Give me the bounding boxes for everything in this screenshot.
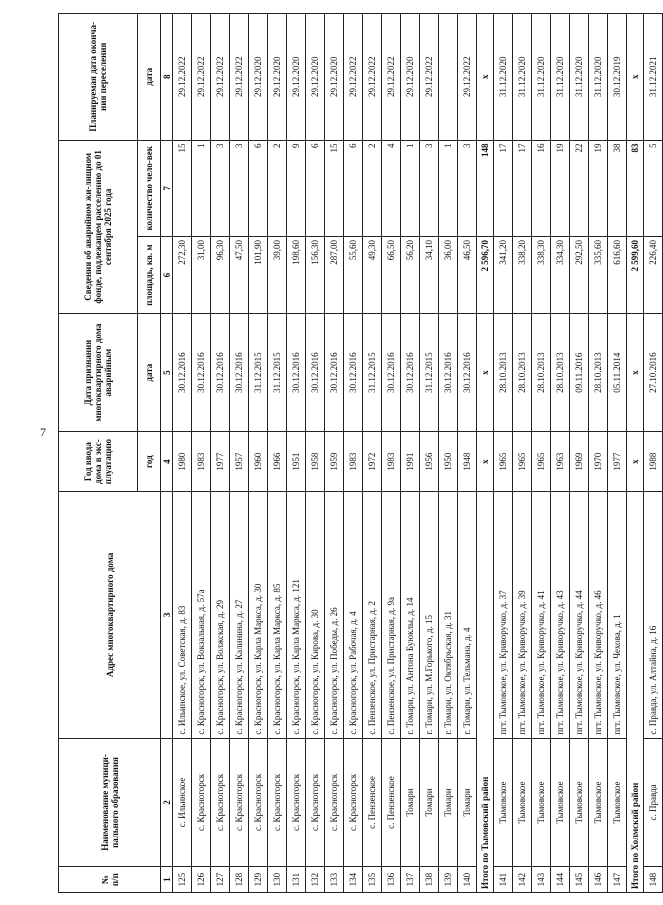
row-area: 616,60 <box>608 237 627 314</box>
table-row <box>192 14 211 893</box>
row-address: с. Пензенское, ул. Пристарная, д. 9а <box>382 492 401 739</box>
subheader-date: дата <box>138 314 161 432</box>
row-emergency-date: 30.12.2016 <box>192 314 211 432</box>
total-label: Итого по Холмский район <box>627 492 644 893</box>
row-area: 338,20 <box>513 237 532 314</box>
row-emergency-date: 30.12.2016 <box>325 314 344 432</box>
row-number: 126 <box>192 867 211 893</box>
row-address: пгт. Тымовское, ул. Криворучко, д. 39 <box>513 492 532 739</box>
row-address: с. Красногорск, ул. Карла Маркса, д. 30 <box>249 492 268 739</box>
header-housing-info: Сведения об аварийном жи-лищном фонде, подлежащем расселению до 01 сентября 2025 года <box>59 140 138 314</box>
row-number: 133 <box>325 867 344 893</box>
row-year: 1960 <box>249 432 268 492</box>
row-year: 1963 <box>551 432 570 492</box>
table-row <box>363 14 382 893</box>
row-area: 49,30 <box>363 237 382 314</box>
table-row <box>344 14 363 893</box>
row-emergency-date: 30.12.2016 <box>287 314 306 432</box>
total-label: Итого по Тымовский район <box>477 492 494 893</box>
row-people: 17 <box>513 140 532 236</box>
emergency-housing-table <box>58 13 663 893</box>
table-row <box>458 14 477 893</box>
row-emergency-date: 30.12.2016 <box>439 314 458 432</box>
row-address: с. Красногорск, ул. Кирова, д. 30 <box>306 492 325 739</box>
row-year: 1983 <box>382 432 401 492</box>
row-area: 56,20 <box>401 237 420 314</box>
row-area: 31,00 <box>192 237 211 314</box>
col-number: 1 <box>161 867 173 893</box>
row-address: с. Красногорск, ул. Победы, д. 26 <box>325 492 344 739</box>
row-people: 17 <box>494 140 513 236</box>
row-emergency-date: 28.10.2013 <box>589 314 608 432</box>
row-year: 1958 <box>306 432 325 492</box>
row-end-date: 29.12.2020 <box>249 14 268 141</box>
row-address: г. Томари, ул. Тельмана, д. 4 <box>458 492 477 739</box>
row-emergency-date: 31.12.2015 <box>363 314 382 432</box>
row-end-date: 29.12.2022 <box>192 14 211 141</box>
table-row <box>570 14 589 893</box>
table-row <box>589 14 608 893</box>
total-year: х <box>477 432 494 492</box>
row-number: 146 <box>589 867 608 893</box>
row-year: 1988 <box>644 432 663 492</box>
row-emergency-date: 30.12.2016 <box>306 314 325 432</box>
row-emergency-date: 31.12.2015 <box>249 314 268 432</box>
total-end-date: х <box>477 14 494 141</box>
row-address: пгт. Тымовское, ул. Криворучко, д. 46 <box>589 492 608 739</box>
row-end-date: 29.12.2022 <box>382 14 401 141</box>
table-row <box>249 14 268 893</box>
row-number: 141 <box>494 867 513 893</box>
row-number: 143 <box>532 867 551 893</box>
row-people: 3 <box>420 140 439 236</box>
row-number: 142 <box>513 867 532 893</box>
row-municipality: Тымовское <box>570 738 589 867</box>
row-area: 334,30 <box>551 237 570 314</box>
row-year: 1991 <box>401 432 420 492</box>
row-area: 39,00 <box>268 237 287 314</box>
total-people: 83 <box>627 140 644 236</box>
row-number: 145 <box>570 867 589 893</box>
row-year: 1977 <box>608 432 627 492</box>
table-row <box>173 14 192 893</box>
row-end-date: 29.12.2022 <box>420 14 439 141</box>
row-number: 135 <box>363 867 382 893</box>
row-municipality: Томари <box>439 738 458 867</box>
col-number: 3 <box>161 492 173 739</box>
row-address: пгт. Тымовское, ул. Криворучко, д. 41 <box>532 492 551 739</box>
row-municipality: с. Красногорск <box>268 738 287 867</box>
row-number: 134 <box>344 867 363 893</box>
rotated-page <box>58 13 658 893</box>
subheader-people: количество чело-век <box>138 140 161 236</box>
table-row <box>420 14 439 893</box>
row-number: 127 <box>211 867 230 893</box>
row-number: 132 <box>306 867 325 893</box>
table-row <box>325 14 344 893</box>
row-municipality: Тымовское <box>494 738 513 867</box>
row-address: с. Красногорск, ул. Карла Маркса, д. 121 <box>287 492 306 739</box>
row-area: 226,40 <box>644 237 663 314</box>
row-end-date: 31.12.2020 <box>570 14 589 141</box>
row-people: 2 <box>363 140 382 236</box>
row-address: пгт. Тымовское, ул. Криворучко, д. 43 <box>551 492 570 739</box>
row-people: 15 <box>173 140 192 236</box>
row-emergency-date: 30.12.2016 <box>173 314 192 432</box>
row-municipality: с. Ильинское <box>173 738 192 867</box>
row-emergency-date: 05.11.2014 <box>608 314 627 432</box>
table-row <box>306 14 325 893</box>
row-address: г. Томари, ул. Октябрьская, д. 31 <box>439 492 458 739</box>
row-year: 1972 <box>363 432 382 492</box>
row-people: 5 <box>644 140 663 236</box>
row-year: 1959 <box>325 432 344 492</box>
row-year: 1983 <box>344 432 363 492</box>
row-area: 101,90 <box>249 237 268 314</box>
total-row <box>477 14 494 893</box>
header-address: Адрес многоквартирного дома <box>59 492 161 739</box>
row-number: 139 <box>439 867 458 893</box>
row-municipality: с. Красногорск <box>249 738 268 867</box>
row-emergency-date: 28.10.2013 <box>551 314 570 432</box>
row-year: 1950 <box>439 432 458 492</box>
table-row <box>268 14 287 893</box>
table-row <box>494 14 513 893</box>
row-number: 131 <box>287 867 306 893</box>
row-emergency-date: 31.12.2015 <box>268 314 287 432</box>
row-year: 1948 <box>458 432 477 492</box>
total-date: х <box>627 314 644 432</box>
row-year: 1966 <box>268 432 287 492</box>
row-emergency-date: 30.12.2016 <box>401 314 420 432</box>
row-year: 1956 <box>420 432 439 492</box>
row-address: пгт. Тымовское, ул. Криворучко, д. 37 <box>494 492 513 739</box>
row-end-date: 29.12.2020 <box>306 14 325 141</box>
row-end-date: 31.12.2020 <box>494 14 513 141</box>
row-end-date: 31.12.2020 <box>589 14 608 141</box>
row-municipality: Тымовское <box>608 738 627 867</box>
row-people: 2 <box>268 140 287 236</box>
row-emergency-date: 30.12.2016 <box>344 314 363 432</box>
row-area: 272,30 <box>173 237 192 314</box>
row-number: 148 <box>644 867 663 893</box>
row-people: 15 <box>325 140 344 236</box>
row-area: 198,60 <box>287 237 306 314</box>
table-body <box>173 14 663 893</box>
row-area: 338,30 <box>532 237 551 314</box>
table-row <box>608 14 627 893</box>
row-people: 22 <box>570 140 589 236</box>
row-people: 1 <box>192 140 211 236</box>
row-municipality: с. Пензенское <box>363 738 382 867</box>
total-year: х <box>627 432 644 492</box>
row-municipality: Тымовское <box>589 738 608 867</box>
row-address: с. Пензенское, ул. Пристарная, д. 2 <box>363 492 382 739</box>
header-year: Год ввода дома в экс-плуатацию <box>59 432 138 492</box>
row-people: 6 <box>306 140 325 236</box>
row-number: 137 <box>401 867 420 893</box>
row-end-date: 31.12.2020 <box>513 14 532 141</box>
row-people: 6 <box>249 140 268 236</box>
row-area: 66,50 <box>382 237 401 314</box>
col-number: 5 <box>161 314 173 432</box>
table-row <box>532 14 551 893</box>
row-number: 144 <box>551 867 570 893</box>
row-municipality: Томари <box>401 738 420 867</box>
row-end-date: 29.12.2020 <box>287 14 306 141</box>
row-municipality: с. Красногорск <box>211 738 230 867</box>
row-people: 3 <box>458 140 477 236</box>
row-municipality: Тымовское <box>513 738 532 867</box>
row-area: 34,10 <box>420 237 439 314</box>
row-address: с. Красногорск, ул. Карла Маркса, д. 85 <box>268 492 287 739</box>
row-number: 140 <box>458 867 477 893</box>
row-municipality: Тымовское <box>532 738 551 867</box>
header-municipality: Наименование муници-пального образования <box>59 738 161 867</box>
row-people: 4 <box>382 140 401 236</box>
row-number: 130 <box>268 867 287 893</box>
table-row <box>401 14 420 893</box>
row-people: 1 <box>439 140 458 236</box>
row-emergency-date: 30.12.2016 <box>211 314 230 432</box>
table-row <box>513 14 532 893</box>
row-municipality: с. Красногорск <box>230 738 249 867</box>
row-end-date: 29.12.2022 <box>173 14 192 141</box>
row-municipality: с. Красногорск <box>192 738 211 867</box>
row-area: 55,60 <box>344 237 363 314</box>
row-municipality: с. Красногорск <box>287 738 306 867</box>
row-end-date <box>439 14 458 141</box>
row-end-date: 31.12.2021 <box>644 14 663 141</box>
row-emergency-date: 30.12.2016 <box>382 314 401 432</box>
row-end-date: 29.12.2020 <box>325 14 344 141</box>
subheader-year: год <box>138 432 161 492</box>
row-address: с. Ильинское, ул. Советская, д. 83 <box>173 492 192 739</box>
row-area: 287,00 <box>325 237 344 314</box>
col-number: 2 <box>161 738 173 867</box>
row-municipality: с. Красногорск <box>325 738 344 867</box>
row-end-date: 29.12.2020 <box>268 14 287 141</box>
row-people: 16 <box>532 140 551 236</box>
row-number: 125 <box>173 867 192 893</box>
row-people: 3 <box>211 140 230 236</box>
row-address: с. Красногорск, ул. Рабочая, д. 4 <box>344 492 363 739</box>
table-row <box>211 14 230 893</box>
row-year: 1965 <box>532 432 551 492</box>
row-emergency-date: 28.10.2013 <box>532 314 551 432</box>
page-number: 7 <box>40 425 46 439</box>
row-emergency-date: 09.11.2016 <box>570 314 589 432</box>
col-number: 4 <box>161 432 173 492</box>
row-area: 292,50 <box>570 237 589 314</box>
row-people: 9 <box>287 140 306 236</box>
row-municipality: с. Правда <box>644 738 663 867</box>
row-year: 1977 <box>211 432 230 492</box>
row-address: с. Красногорск, ул. Калинина, д. 27 <box>230 492 249 739</box>
row-people: 19 <box>551 140 570 236</box>
row-end-date: 29.12.2022 <box>363 14 382 141</box>
table-row <box>287 14 306 893</box>
row-area: 36,00 <box>439 237 458 314</box>
row-municipality: с. Красногорск <box>344 738 363 867</box>
row-area: 341,20 <box>494 237 513 314</box>
row-area: 335,60 <box>589 237 608 314</box>
row-end-date: 29.12.2022 <box>211 14 230 141</box>
total-people: 148 <box>477 140 494 236</box>
row-emergency-date: 31.12.2015 <box>420 314 439 432</box>
header-emergency-date: Дата признания многоквартирного дома аварийным <box>59 314 138 432</box>
total-row <box>627 14 644 893</box>
row-emergency-date: 28.10.2013 <box>513 314 532 432</box>
row-municipality: с. Красногорск <box>306 738 325 867</box>
row-area: 46,50 <box>458 237 477 314</box>
row-end-date: 29.12.2022 <box>230 14 249 141</box>
row-emergency-date: 30.12.2016 <box>230 314 249 432</box>
row-year: 1957 <box>230 432 249 492</box>
row-address: с. Правда, ул. Алтайна, д. 16 <box>644 492 663 739</box>
row-emergency-date: 27.10.2016 <box>644 314 663 432</box>
row-municipality: с. Пензенское <box>382 738 401 867</box>
row-end-date: 29.12.2022 <box>344 14 363 141</box>
row-end-date: 29.12.2022 <box>458 14 477 141</box>
row-address: г. Томари, ул. Антона Буюклы, д. 14 <box>401 492 420 739</box>
row-people: 19 <box>589 140 608 236</box>
row-end-date: 31.12.2020 <box>532 14 551 141</box>
total-area: 2 599,60 <box>627 237 644 314</box>
table-row <box>230 14 249 893</box>
row-end-date: 29.12.2020 <box>401 14 420 141</box>
row-people: 6 <box>344 140 363 236</box>
row-end-date: 31.12.2020 <box>551 14 570 141</box>
table-row <box>644 14 663 893</box>
row-municipality: Тымовское <box>551 738 570 867</box>
total-end-date: х <box>627 14 644 141</box>
row-year: 1965 <box>513 432 532 492</box>
row-emergency-date: 28.10.2013 <box>494 314 513 432</box>
row-end-date: 30.12.2019 <box>608 14 627 141</box>
row-year: 1983 <box>192 432 211 492</box>
row-address: пгт. Тымовское, ул. Чехова, д. 1 <box>608 492 627 739</box>
row-address: г. Томари, ул. М.Горького, д. 15 <box>420 492 439 739</box>
table-row <box>382 14 401 893</box>
row-year: 1970 <box>589 432 608 492</box>
subheader-end-date: дата <box>138 14 161 141</box>
column-numbers-row <box>161 14 173 893</box>
col-number: 7 <box>161 140 173 236</box>
row-address: с. Красногорск, ул. Вокзальная, д. 57а <box>192 492 211 739</box>
row-area: 47,50 <box>230 237 249 314</box>
row-year: 1980 <box>173 432 192 492</box>
subheader-area: площадь, кв. м <box>138 237 161 314</box>
row-number: 136 <box>382 867 401 893</box>
total-date: х <box>477 314 494 432</box>
row-year: 1965 <box>494 432 513 492</box>
total-area: 2 596,70 <box>477 237 494 314</box>
row-year: 1951 <box>287 432 306 492</box>
row-number: 138 <box>420 867 439 893</box>
row-number: 128 <box>230 867 249 893</box>
row-year: 1969 <box>570 432 589 492</box>
table-row <box>439 14 458 893</box>
col-number: 6 <box>161 237 173 314</box>
row-people: 38 <box>608 140 627 236</box>
table-row <box>551 14 570 893</box>
row-address: пгт. Тымовское, ул. Криворучко, д. 44 <box>570 492 589 739</box>
row-number: 147 <box>608 867 627 893</box>
header-num: № п/п <box>59 867 161 893</box>
row-municipality: Томари <box>420 738 439 867</box>
row-area: 96,30 <box>211 237 230 314</box>
header-end-date: Планируемая дата оконча-ния переселения <box>59 14 138 141</box>
row-number: 129 <box>249 867 268 893</box>
row-emergency-date: 30.12.2016 <box>458 314 477 432</box>
row-people: 1 <box>401 140 420 236</box>
row-address: с. Красногорск, ул. Волжская, д. 29 <box>211 492 230 739</box>
col-number: 8 <box>161 14 173 141</box>
row-municipality: Томари <box>458 738 477 867</box>
row-people: 3 <box>230 140 249 236</box>
row-area: 156,30 <box>306 237 325 314</box>
